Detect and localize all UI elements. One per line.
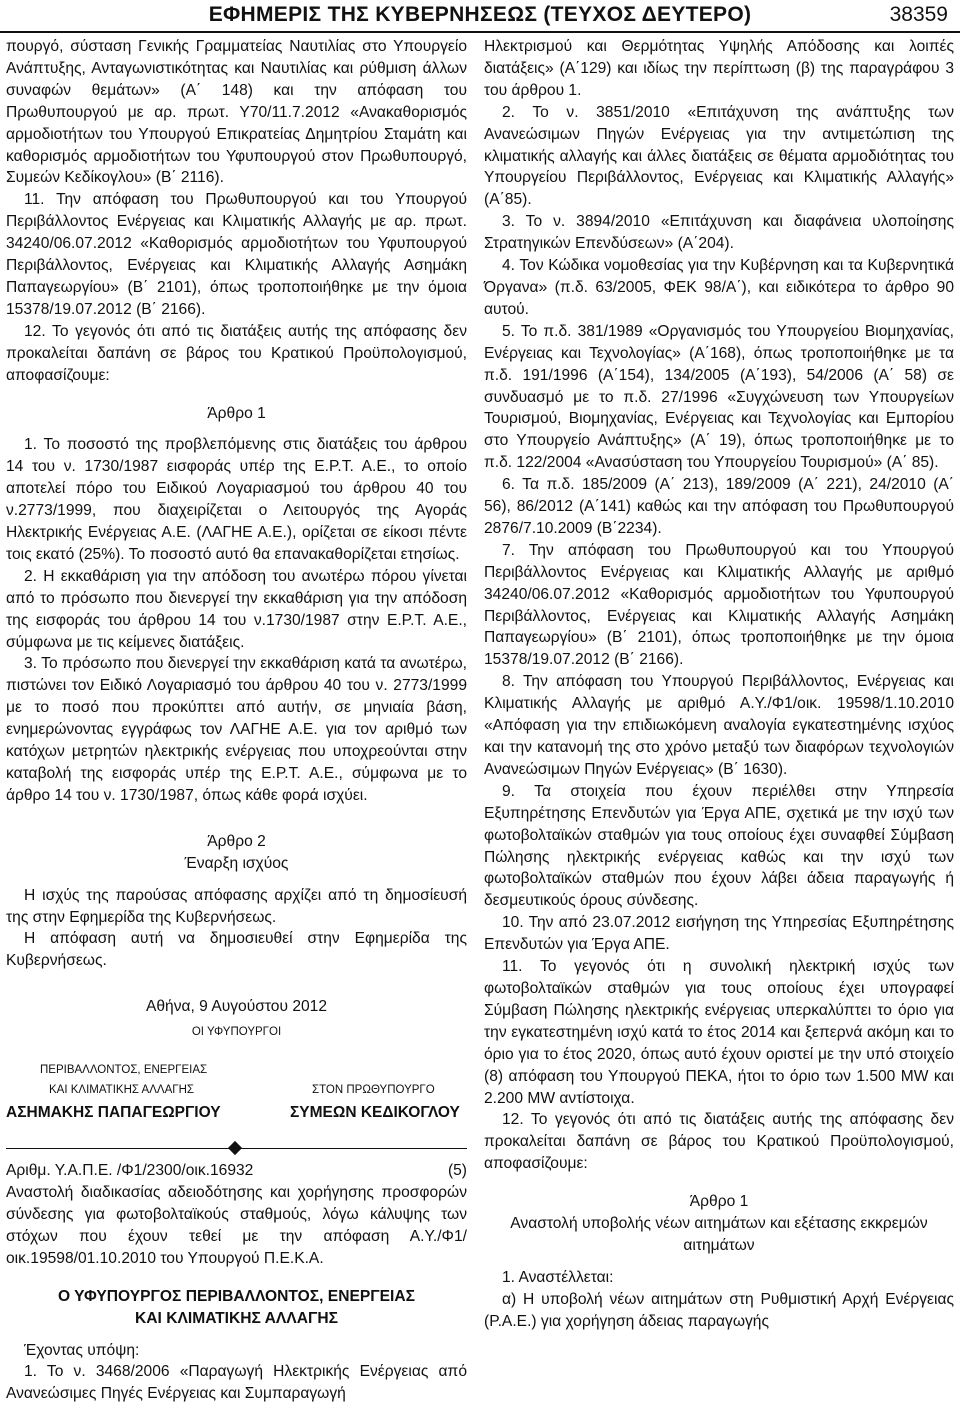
article-1-para-1: 1. Το ποσοστό της προβλεπόμενης στις διατάξεις του άρθρου 14 του ν. 1730/1987 εισφοράς υπέρ της Ε.Ρ.Τ. Α.Ε., το οποίο αποτελεί πόρο του Ειδικού Λογαριασμού του άρθρου 40 του ν.2773/1999, που διαχειρίζεται ο Λειτουργός της Αγοράς Ηλεκτρικής Ενέργειας Α.Ε. (ΛΑΓΗΕ Α.Ε.), ορίζεται σε είκοσι πέντε τοις εκατό (25%). Το ποσοστό αυτό θα επανακαθορίζεται ετησίως. [6,436,467,563]
article-1-title: Αναστολή υποβολής νέων αιτημάτων και εξέτασης εκκρεμών αιτημάτων [510,1215,928,1254]
article-1-para-a: α) Η υποβολή νέων αιτημάτων στη Ρυθμιστική Αρχή Ενέργειας (Ρ.Α.Ε.) για χορήγηση άδειας παραγωγής [484,1290,954,1330]
article-2-para-1: Η ισχύς της παρούσας απόφασης αρχίζει από τη δημοσίευσή της στην Εφημερίδα της Κυβερνήσεως. [6,886,467,926]
having-regard: Έχοντας υπόψη: [24,1341,140,1359]
paragraph-8: 8. Την απόφαση του Υπουργού Περιβάλλοντος, Ενέργειας και Κλιματικής Αλλαγής με αριθμό Α.Υ./Φ1/οικ. 19598/1.10.2010 «Απόφαση για την επιδιωκόμενη αναλογία εγκατεστημένης ισχύος και την κατανομή της στο χρόνο μεταξύ των διαφόρων τεχνολογιών Ανανεώσιμων Πηγών Ενέργειας» (Β΄ 1630). [484,673,954,778]
paragraph-11: 11. Το γεγονός ότι η συνολική ηλεκτρική ισχύς των φωτοβολταϊκών σταθμών για τους οποίους έχει υπογραφεί Σύμβαση Πώλησης ηλεκτρικής ενέργειας υπερκαλύπτει το όριο για την εγκατεστημένη ισχύ κατά το έτος 2014 και ξεπερνά ακόμη και το όριο για το έτος 2020, όπως αυτό έχουν οριστεί με την υπό στοιχείο (8) απόφαση του Υπουργού ΠΕΚΑ, ήτοι το όριο των 1.500 MW και 2.200 MW αντίστοιχα. [484,958,954,1107]
paragraph-12: 12. Το γεγονός ότι από τις διατάξεις αυτής της απόφασης δεν προκαλείται δαπάνη σε βάρος του Κρατικού Προϋπολογισμού, αποφασίζουμε: [6,322,467,384]
paragraph-4: 4. Τον Κώδικα νομοθεσίας για την Κυβέρνηση και τα Κυβερνητικά Όργανα» (π.δ. 63/2005, ΦΕΚ 98/Α΄), και ειδικότερα το άρθρο 90 αυτού. [484,257,954,318]
header-rule [0,31,960,33]
article-1-para-2: 2. Η εκκαθάριση για την απόδοση του ανωτέρω πόρου γίνεται από το πρόσωπο που διενεργεί την εκκαθάριση για την απόδοση της εισφοράς του άρθρου 14 του ν.1730/1987 στην Ε.Ρ.Τ. Α.Ε., σύμφωνα με τις κείμενες διατάξεις. [6,567,467,651]
place-date: Αθήνα, 9 Αυγούστου 2012 [145,998,328,1016]
article-1-para-3: 3. Το πρόσωπο που διενεργεί την εκκαθάριση κατά τα ανωτέρω, πιστώνει τον Ειδικό Λογαριασμό του άρθρου 40 του ν. 2773/1999 με το ποσό που προκύπτει από αυτήν, σε μηνιαία βάση, ενημερώνοντας εγγράφως τον ΛΑΓΗΕ Α.Ε. για τον αριθμό των κατόχων μετρητών ηλεκτρικής ενέργειας που υποχρεούνται στην καταβολή της εισφοράς υπέρ της Ε.Ρ.Τ. Α.Ε., σύμφωνα με το άρθρο 14 του ν. 1730/1987, όπως κάθε φορά ισχύει. [6,655,467,804]
paragraph-7: 7. Την απόφαση του Πρωθυπουργού και του Υπουργού Περιβάλλοντος Ενέργειας και Κλιματικής Αλλαγής με αριθμό 34240/06.07.2012 «Καθορισμός αρμοδιοτήτων του Υφυπουργού Περιβάλλοντος, Ενέργειας και Κλιματικής Αλλαγής Ασημάκη Παπαγεωργίου» (Β΄ 2101), όπως τροποποιήθηκε με την όμοια 15378/19.07.2012 (Β΄ 2166). [484,541,954,669]
paragraph-2: 2. Το ν. 3851/2010 «Επιτάχυνση της ανάπτυξης των Ανανεώσιμων Πηγών Ενέργειας για την αντιμετώπιση της κλιματικής αλλαγής και άλλες διατάξεις σε θέματα αρμοδιότητας του Υπουργείου Περιβάλλοντος, Ενέργειας και Κλιματικής Αλλαγής» (Α΄85). [484,103,954,209]
decree-summary: Αναστολή διαδικασίας αδειοδότησης και χορήγησης προσφορών σύνδεσης για φωτοβολταϊκούς σταθμούς, λόγω κάλυψης των στόχων που έχουν τεθεί με την απόφαση Α.Υ./Φ1/οικ.19598/01.10.2010 του Υπουργού Π.Ε.Κ.Α. [6,1184,467,1267]
article-1-heading: Άρθρο 1 [689,1193,749,1211]
signatory-left-name: ΑΣΗΜΑΚΗΣ ΠΑΠΑΓΕΩΡΓΙΟΥ [6,1104,221,1122]
paragraph-5: 5. Το π.δ. 381/1989 «Οργανισμός του Υπουργείου Βιομηχανίας, Ενέργειας και Τεχνολογίας» (Α΄168), όπως τροποποιήθηκε με τα π.δ. 191/1996 (Α΄154), 134/2005 (Α΄193), 54/2006 (Α΄ 58) σε συνδυασμό με το π.δ. 27/1996 «Συγχώνευση των Υπουργείων Τουρισμού, Βιομηχανίας, Ενέργειας και Τεχνολογίας και Εμπορίου στο Υπουργείο Ανάπτυξης» (Α΄ 19), όπως τροποποιήθηκε με το π.δ. 122/2004 «Ανασύσταση του Υπουργείου Τουρισμού» (Α΄ 85). [484,322,954,472]
minister-title-line-1: Ο ΥΦΥΠΟΥΡΓΟΣ ΠΕΡΙΒΑΛΛΟΝΤΟΣ, ΕΝΕΡΓΕΙΑΣ [58,1287,415,1305]
paragraph-12: 12. Το γεγονός ότι από τις διατάξεις αυτής της απόφασης δεν προκαλείται δαπάνη σε βάρος του Κρατικού Προϋπολογισμού, αποφασίζουμε: [484,1111,954,1173]
signature-heading: ΟΙ ΥΦΥΠΟΥΡΓΟΙ [191,1026,282,1039]
page-header [0,0,960,34]
having-regard-item-1: 1. Το ν. 3468/2006 «Παραγωγή Ηλεκτρικής Ενέργειας από Ανανεώσιμες Πηγές Ενέργειας και Συμπαραγωγή [6,1363,467,1403]
section-divider [6,1138,467,1160]
diamond-ornament-icon [228,1141,242,1155]
minister-title-line-2: ΚΑΙ ΚΛΙΜΑΤΙΚΗΣ ΑΛΛΑΓΗΣ [135,1309,338,1327]
paragraph-continued: Ηλεκτρισμού και Θερμότητας Υψηλής Απόδοσης και λοιπές διατάξεις» (Α΄129) και ιδίως την περίπτωση (β) της παραγράφου 3 του άρθρου 1. [484,38,954,99]
right-column [484,36,954,1333]
paragraph-10: 10. Την από 23.07.2012 εισήγηση της Υπηρεσίας Εξυπηρέτησης Επενδυτών για Έργα ΑΠΕ. [484,914,954,954]
signatory-right-name: ΣΥΜΕΩΝ ΚΕΔΙΚΟΓΛΟΥ [290,1104,460,1122]
paragraph-3: 3. Το ν. 3894/2010 «Επιτάχυνση και διαφάνεια υλοποίησης Στρατηγικών Επενδύσεων» (Α΄204). [484,213,954,253]
decree-number-line [6,1160,467,1182]
page-number: 38359 [889,3,948,26]
gazette-title: ΕΦΗΜΕΡΙΣ ΤΗΣ ΚΥΒΕΡΝΗΣΕΩΣ (ΤΕΥΧΟΣ ΔΕΥΤΕΡΟ) [208,3,752,26]
article-2-heading: Άρθρο 2 [207,832,266,850]
paragraph-9: 9. Τα στοιχεία που έχουν περιέλθει στην Υπηρεσία Εξυπηρέτησης Επενδυτών για Έργα ΑΠΕ, σχετικά με την ισχύ των φωτοβολταϊκών σταθμών για τους οποίους έχει συναφθεί Σύμβαση Πώλησης ηλεκτρικής ενέργειας καθώς και την ισχύ των φωτοβολταϊκών σταθμών που έχουν λάβει άδεια παραγωγής ή δεσμευτικούς όρους σύνδεσης. [484,782,954,910]
paragraph-11: 11. Την απόφαση του Πρωθυπουργού και του Υπουργού Περιβάλλοντος Ενέργειας και Κλιματικής Αλλαγής με αρ. πρωτ. 34240/06.07.2012 «Καθορισμός αρμοδιοτήτων του Υφυπουργού Περιβάλλοντος, Ενέργειας και Κλιματικής Αλλαγής Ασημάκη Παπαγεωργίου» (Β΄ 2101), όπως τροποποιήθηκε με την όμοια 15378/19.07.2012 (Β΄ 2166). [6,191,467,318]
article-1-para-1: 1. Αναστέλλεται: [502,1268,614,1286]
signature-right-line-1: ΣΤΟΝ ΠΡΩΘΥΠΟΥΡΓΟ [312,1084,435,1097]
article-1-heading: Άρθρο 1 [207,404,266,422]
left-column [6,36,467,1405]
signature-left-line-2: ΚΑΙ ΚΛΙΜΑΤΙΚΗΣ ΑΛΛΑΓΗΣ [49,1084,194,1097]
paragraph-6: 6. Τα π.δ. 185/2009 (Α΄ 213), 189/2009 (Α΄ 221), 24/2010 (Α΄ 56), 86/2012 (Α΄141) καθώς και την απόφαση του Πρωθυπουργού 2876/7.10.2009 (Β΄2234). [484,476,954,537]
decree-sequence: (5) [447,1162,467,1180]
signature-left-line-1: ΠΕΡΙΒΑΛΛΟΝΤΟΣ, ΕΝΕΡΓΕΙΑΣ [40,1064,208,1077]
article-2-title: Έναρξη ισχύος [184,854,289,872]
paragraph-intro: πουργό, σύσταση Γενικής Γραμματείας Ναυτιλίας στο Υπουργείο Ανάπτυξης, Ανταγωνιστικότητας και Ναυτιλίας και ρύθμιση άλλων συναφών θεμάτων» (Α΄ 148) και την απόφαση του Πρωθυπουργού με αρ. πρωτ. Υ70/11.7.2012 «Ανακαθορισμός αρμοδιοτήτων του Υπουργού Επικρατείας Δημητρίου Σταμάτη και καθορισμός αρμοδιοτήτων του Υφυπουργού στον Πρωθυπουργό, Συμεών Κεδίκογλου» (Β΄ 2116). [6,38,467,187]
signature-block [6,1018,467,1138]
article-2-para-2: Η απόφαση αυτή να δημοσιευθεί στην Εφημερίδα της Κυβερνήσεως. [6,930,467,970]
decree-number: Αριθμ. Υ.Α.Π.Ε. /Φ1/2300/οικ.16932 [6,1162,254,1180]
